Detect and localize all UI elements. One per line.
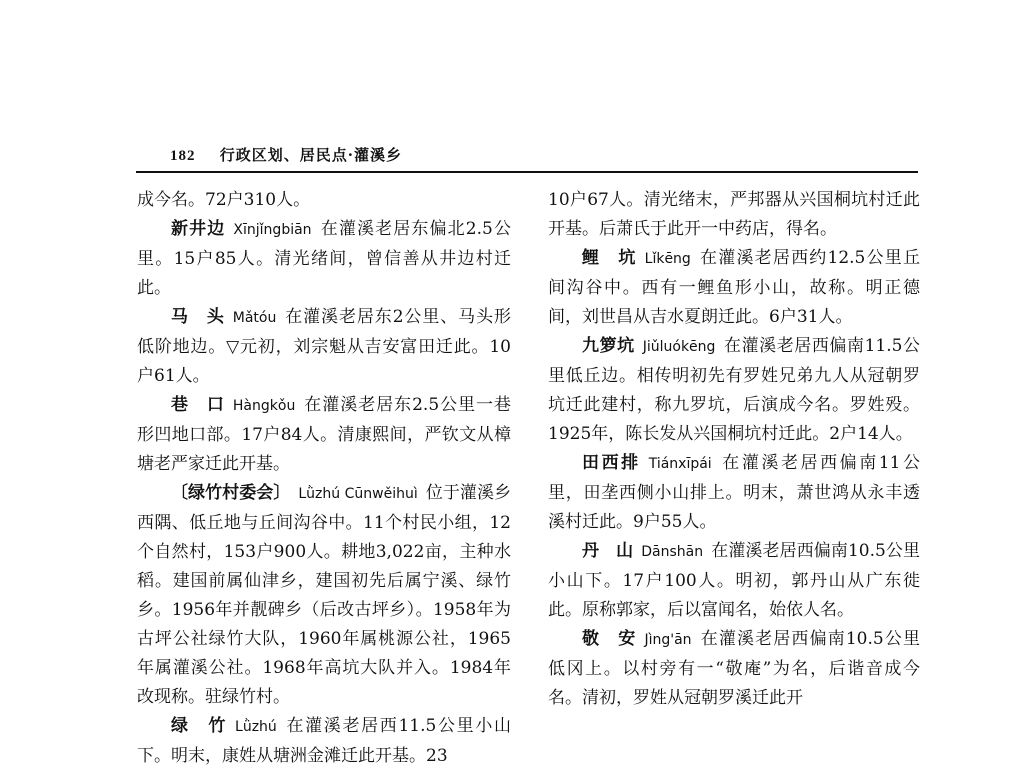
running-title: 行政区划、居民点·灌溪乡 (219, 146, 402, 164)
entry-headword: 〔绿竹村委会〕 (171, 483, 291, 503)
place-entry (548, 537, 920, 625)
place-entry (548, 244, 920, 332)
continued-text (137, 186, 511, 215)
entry-headword: 新井边 (171, 219, 226, 239)
entry-text: 成今名。72户310人。 (137, 190, 311, 210)
entry-pinyin: Tiánxīpái (648, 456, 712, 472)
place-entry (137, 712, 511, 771)
place-entry (548, 449, 920, 537)
continued-text (548, 186, 920, 244)
entry-headword: 马 头 (171, 307, 225, 327)
entry-headword: 巷 口 (171, 395, 225, 415)
entry-text: 10户67人。清光绪末，严邦器从兴国桐坑村迁此开基。后萧氏于此开一中药店，得名。 (548, 190, 920, 239)
place-entry (137, 303, 511, 391)
header-rule (136, 171, 918, 173)
place-entry (137, 391, 511, 479)
entry-pinyin: Jiǔluókēng (642, 339, 716, 355)
entry-pinyin: Dānshān (641, 544, 704, 560)
entry-text: 在灌溪老居东偏北2.5公里。15户85人。清光绪间，曾信善从井边村迁此。 (137, 219, 511, 298)
entry-pinyin: Lǜzhú (235, 719, 277, 735)
entry-pinyin: Lǐkēng (644, 251, 691, 267)
entry-pinyin: Xīnjǐngbiān (233, 222, 312, 238)
entry-pinyin: Jìng'ān (644, 632, 692, 648)
entry-headword: 敬 安 (582, 629, 637, 649)
entry-headword: 九箩坑 (582, 336, 635, 356)
entry-pinyin: Hàngkǒu (232, 398, 296, 414)
right-column (548, 186, 920, 713)
entry-text: 在灌溪老居东2.5公里一巷形凹地口部。17户84人。清康熙间，严钦文从樟塘老严家迁此开基。 (137, 395, 511, 474)
entry-text: 位于灌溪乡西隅、低丘地与丘间沟谷中。11个村民小组，12个自然村，153户900人。耕地3,022亩，主种水稻。建国前属仙津乡，建国初先后属宁溪、绿竹乡。1956年并靓碑乡（后改古坪乡）。1958年为古坪公社绿竹大队，1960年属桃源公社，1965年属灌溪公社。1968年高坑大队并入。1984年改现称。驻绿竹村。 (137, 483, 512, 707)
entry-headword: 田西排 (582, 453, 641, 473)
place-entry (548, 625, 920, 713)
page-number: 182 (170, 148, 196, 164)
entry-text: 在灌溪老居西偏南10.5公里低冈上。以村旁有一“敬庵”为名，后谐音成今名。清初，罗姓从冠朝罗溪迁此开 (548, 629, 921, 708)
place-entry (137, 479, 511, 712)
entry-headword: 鲤 坑 (582, 248, 637, 268)
entry-text: 在灌溪老居西11.5公里小山下。明末，康姓从塘洲金滩迁此开基。23 (137, 716, 512, 766)
entry-text: 在灌溪老居东2公里、马头形低阶地边。▽元初，刘宗魁从吉安富田迁此。10户61人。 (137, 307, 511, 386)
entry-text: 在灌溪老居西偏南11.5公里低丘边。相传明初先有罗姓兄弟九人从冠朝罗坑迁此建村，称九罗坑，后演成今名。罗姓殁。1925年，陈长发从兴国桐坑村迁此。2户14人。 (548, 336, 920, 444)
place-entry (137, 215, 511, 303)
place-entry (548, 332, 920, 449)
entry-text: 在灌溪老居西约12.5公里丘间沟谷中。西有一鲤鱼形小山，故称。明正德间，刘世昌从吉水夏朗迁此。6户31人。 (548, 248, 920, 327)
left-column (137, 186, 511, 771)
entry-headword: 绿 竹 (171, 716, 228, 736)
entry-text: 在灌溪老居西偏南11公里，田垄西侧小山排上。明末，萧世鸿从永丰透溪村迁此。9户55人。 (548, 453, 920, 532)
page-header (170, 144, 402, 165)
entry-pinyin: Mǎtóu (232, 310, 277, 326)
entry-text: 在灌溪老居西偏南10.5公里小山下。17户100人。明初，郭丹山从广东徙此。原称郭家，后以富闻名，始依人名。 (548, 541, 920, 620)
entry-pinyin: Lǜzhú Cūnwěihuì (298, 486, 418, 502)
entry-headword: 丹 山 (582, 541, 634, 561)
